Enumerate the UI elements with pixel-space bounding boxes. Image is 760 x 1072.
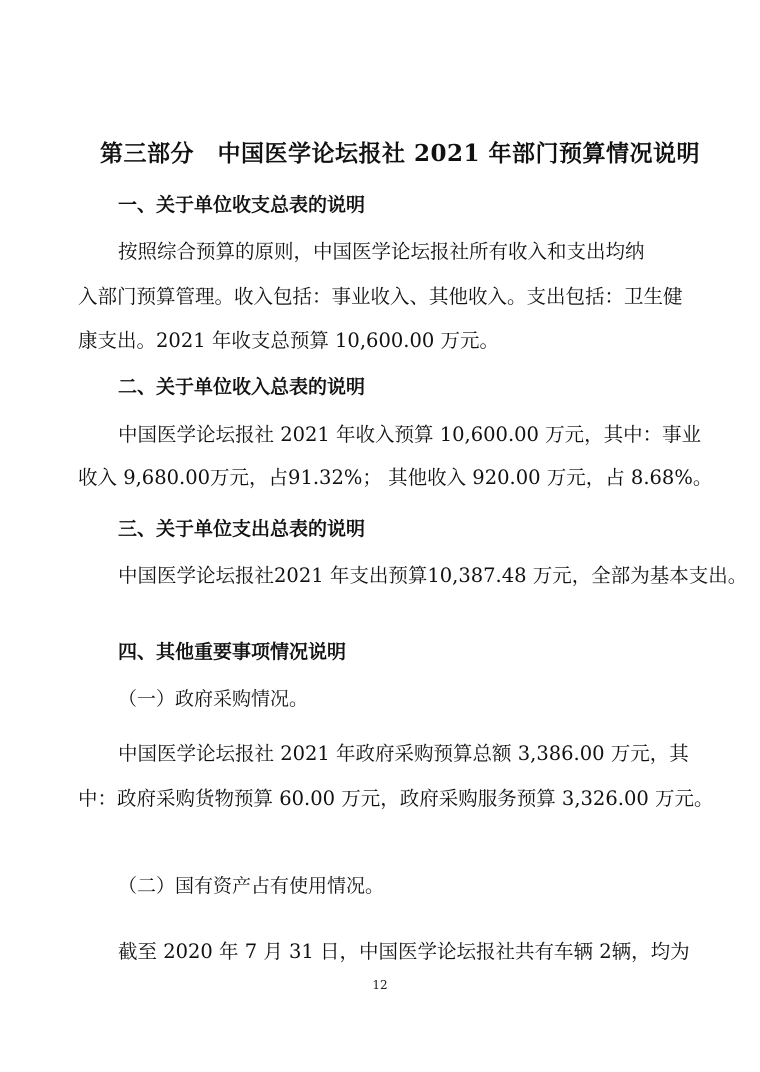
subsection-heading-2: （二）国有资产占有使用情况。 [118,875,385,897]
page-number: 12 [372,978,388,992]
paragraph-line: 中国医学论坛报社 2021 年收入预算 10,600.00 万元，其中：事业 [118,423,702,446]
subsection-heading-1: （一）政府采购情况。 [118,688,309,710]
paragraph-line: 康支出。2021 年收支总预算 10,600.00 万元。 [78,329,499,352]
section-heading-4: 四、其他重要事项情况说明 [118,641,347,663]
section-heading-1: 一、关于单位收支总表的说明 [118,194,366,216]
section-heading-2: 二、关于单位收入总表的说明 [118,376,366,398]
page-title: 第三部分 中国医学论坛报社 2021 年部门预算情况说明 [100,140,701,167]
paragraph-line: 中国医学论坛报社 2021 年政府采购预算总额 3,386.00 万元，其 [118,742,689,765]
paragraph-line: 按照综合预算的原则，中国医学论坛报社所有收入和支出均纳 [118,240,645,263]
paragraph-line: 截至 2020 年 7 月 31 日，中国医学论坛报社共有车辆 2辆，均为 [118,940,690,963]
paragraph-line: 入部门预算管理。收入包括：事业收入、其他收入。支出包括：卫生健 [78,285,683,308]
paragraph-line: 中：政府采购货物预算 60.00 万元，政府采购服务预算 3,326.00 万元。 [78,787,714,810]
paragraph-line: 收入 9,680.00万元，占91.32%； 其他收入 920.00 万元，占 8.68%。 [78,466,713,489]
section-heading-3: 三、关于单位支出总表的说明 [118,518,366,540]
paragraph-line: 中国医学论坛报社2021 年支出预算10,387.48 万元，全部为基本支出。 [118,564,748,587]
